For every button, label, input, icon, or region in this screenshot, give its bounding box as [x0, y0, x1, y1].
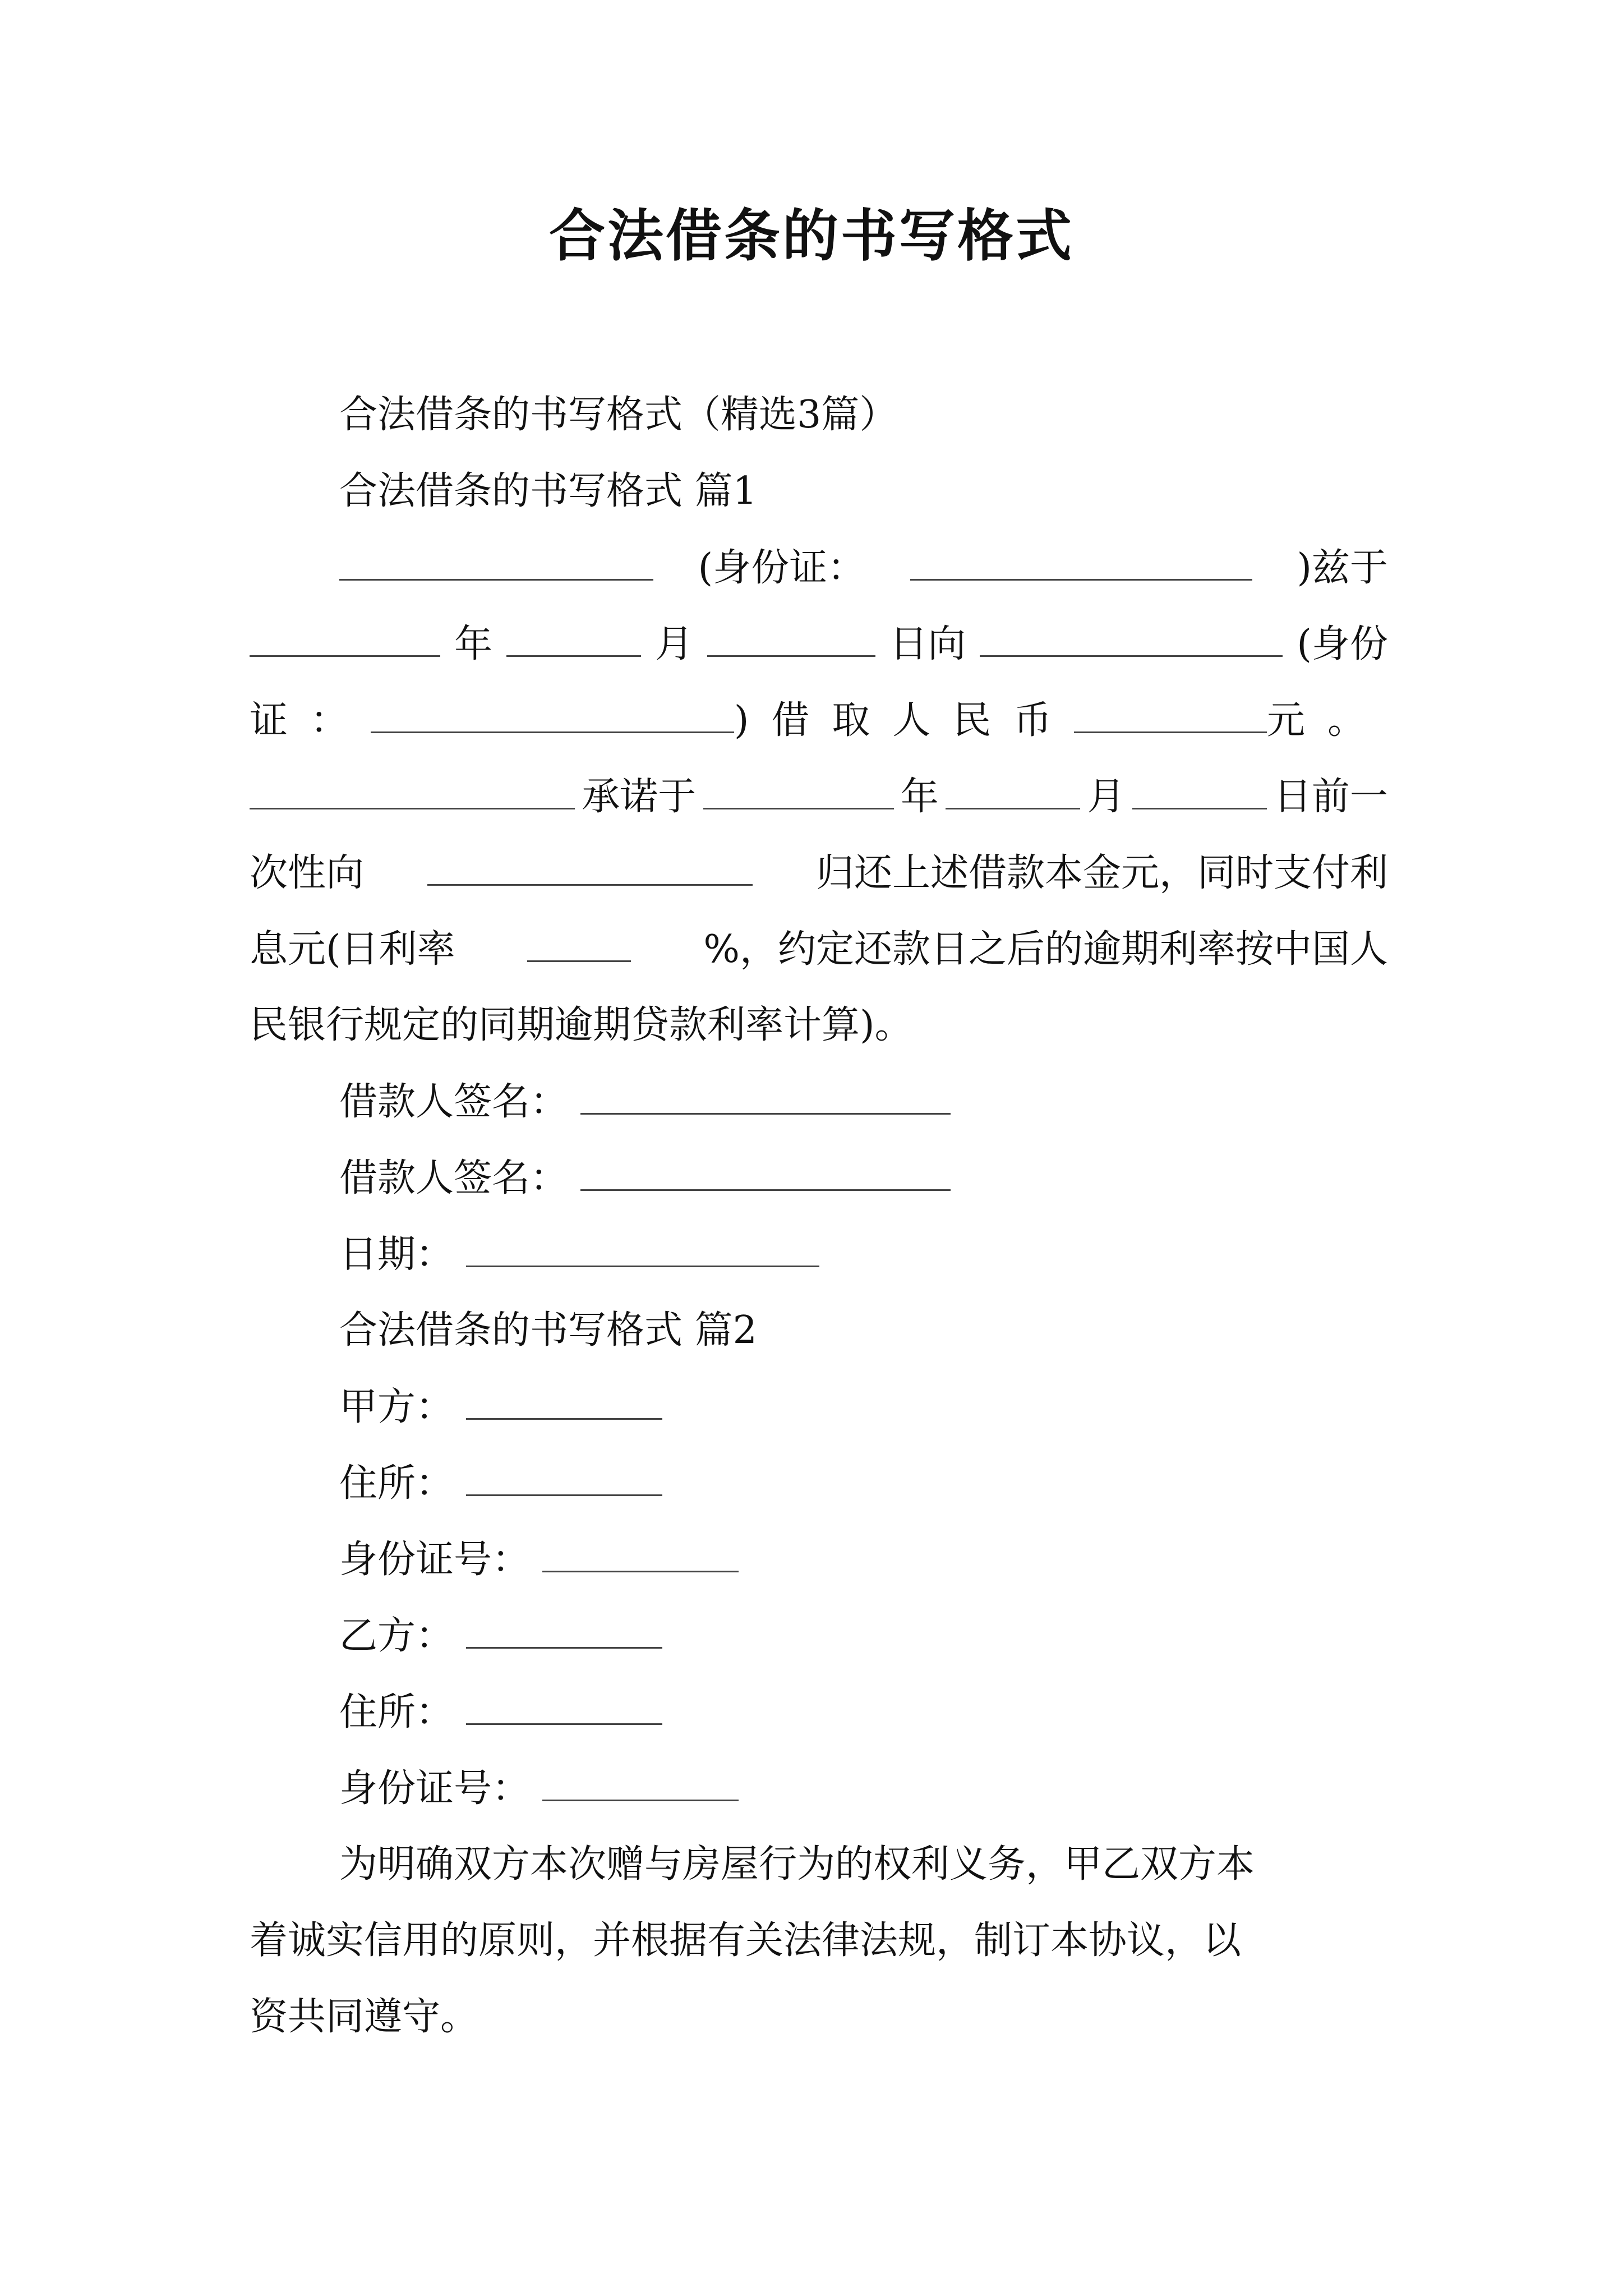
party-b-line	[339, 1608, 1388, 1664]
body-line-6	[250, 921, 1388, 978]
body-line-4	[250, 769, 1388, 825]
id-a-line	[339, 1531, 1388, 1588]
id-b-label: 身份证号：	[339, 1766, 531, 1811]
text-yuan: 元。	[1266, 698, 1388, 743]
text-ci: 次性向	[250, 851, 365, 895]
section2-heading: 合法借条的书写格式 篇2	[339, 1308, 757, 1352]
date-label: 日期：	[339, 1232, 454, 1277]
text-jiequ: )借取人民币	[734, 698, 1075, 743]
document-title: 合法借条的书写格式	[549, 203, 1074, 269]
subtitle: 合法借条的书写格式（精选3篇）	[339, 393, 898, 437]
body-line-3	[250, 692, 1388, 749]
date-blank[interactable]	[466, 1226, 819, 1267]
text-yue-2: 月	[1087, 775, 1126, 819]
text-idcard-open: (身份证：	[698, 546, 866, 590]
blank-lender-name[interactable]	[339, 540, 653, 581]
blank-lender-id[interactable]	[910, 540, 1252, 581]
body-line-7: 民银行规定的同期逾期贷款利率计算)。	[250, 1003, 913, 1047]
text-percent: %，约定还款日之后的逾期利率按中国人	[703, 927, 1388, 972]
agreement-para-line-2: 着诚实信用的原则，并根据有关法律法规，制订本协议，以	[250, 1918, 1242, 1963]
text-guihuan: 归还上述借款本金元，同时支付利	[815, 851, 1388, 895]
sign2-blank[interactable]	[580, 1150, 951, 1191]
agreement-para-line-1: 为明确双方本次赠与房屋行为的权利义务，甲乙双方本	[339, 1842, 1255, 1887]
address-b-blank[interactable]	[466, 1684, 662, 1725]
sign1-label: 借款人签名：	[339, 1080, 569, 1124]
blank-repay-year[interactable]	[703, 769, 894, 809]
id-a-blank[interactable]	[542, 1531, 739, 1572]
blank-promisor[interactable]	[250, 769, 575, 809]
party-a-label: 甲方：	[339, 1385, 454, 1429]
blank-daily-rate[interactable]	[527, 921, 631, 962]
body-line-5	[250, 845, 1388, 901]
address-a-label: 住所：	[339, 1461, 454, 1506]
blank-recipient[interactable]	[427, 845, 753, 886]
text-riqianyi: 日前一	[1273, 775, 1388, 819]
text-lixi: 息元(日利率	[250, 927, 455, 972]
party-a-blank[interactable]	[466, 1379, 662, 1420]
party-a-line	[339, 1379, 1388, 1435]
address-a-blank[interactable]	[466, 1455, 662, 1496]
blank-year[interactable]	[250, 616, 440, 657]
body-line-2	[250, 616, 1388, 673]
party-b-label: 乙方：	[339, 1614, 454, 1658]
sign1-blank[interactable]	[580, 1074, 951, 1115]
agreement-para-line-3: 资共同遵守。	[250, 1995, 479, 2039]
signature-line-1	[339, 1074, 1388, 1130]
address-a-line	[339, 1455, 1388, 1512]
text-nian-2: 年	[900, 775, 939, 819]
text-yue: 月	[655, 622, 694, 666]
body-line-1	[339, 540, 1388, 596]
blank-repay-month[interactable]	[946, 769, 1080, 809]
text-rixiang: 日向	[889, 622, 966, 666]
text-chengnuo: 承诺于	[582, 775, 697, 819]
address-b-label: 住所：	[339, 1690, 454, 1734]
id-b-blank[interactable]	[542, 1760, 739, 1801]
section1-heading: 合法借条的书写格式 篇1	[339, 469, 757, 513]
text-zheng: 证：	[250, 698, 371, 743]
sign2-label: 借款人签名：	[339, 1156, 569, 1200]
id-a-label: 身份证号：	[339, 1538, 531, 1582]
blank-repay-day[interactable]	[1132, 769, 1267, 809]
signature-line-2	[339, 1150, 1388, 1207]
text-shen: (身份	[1297, 622, 1388, 666]
blank-day[interactable]	[707, 616, 875, 657]
blank-borrower-id[interactable]	[371, 692, 734, 733]
address-b-line	[339, 1684, 1388, 1741]
blank-month[interactable]	[506, 616, 641, 657]
blank-borrower-name[interactable]	[980, 616, 1283, 657]
party-b-blank[interactable]	[466, 1608, 662, 1649]
id-b-line	[339, 1760, 1388, 1817]
text-nian: 年	[454, 622, 493, 666]
text-close-zi: )兹于	[1297, 546, 1388, 590]
blank-amount[interactable]	[1074, 692, 1267, 733]
date-line	[339, 1226, 1388, 1283]
